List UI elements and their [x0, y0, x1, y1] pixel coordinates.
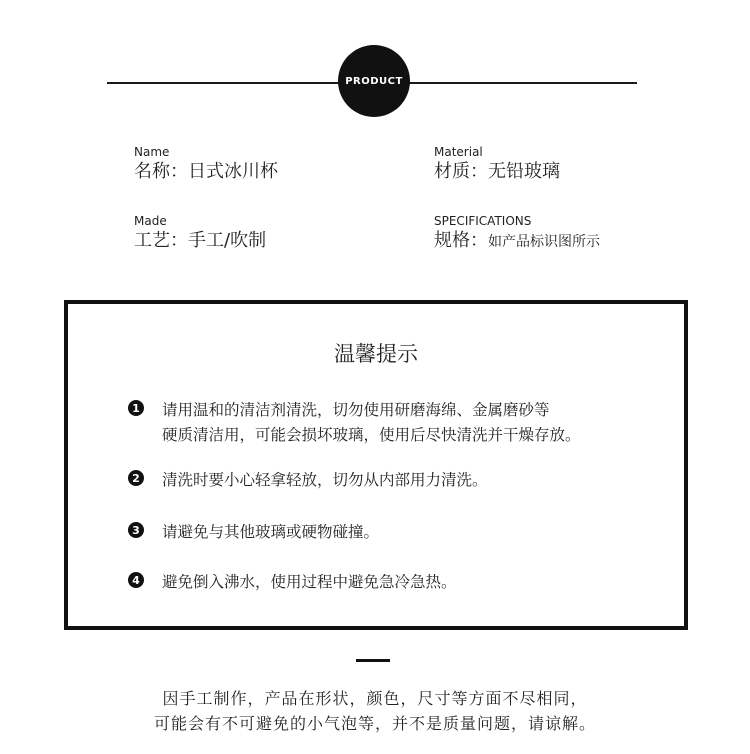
spec-made-value: 手工/吹制 — [188, 230, 267, 251]
spec-specifications-label: SPECIFICATIONS — [434, 214, 532, 228]
footer-note — [0, 686, 750, 736]
product-badge-text: PRODUCT — [345, 75, 403, 87]
tip-item — [132, 398, 664, 448]
spec-material-value: 无铅玻璃 — [488, 161, 560, 182]
spec-name-label: Name — [134, 145, 170, 159]
tip-item — [132, 468, 664, 493]
spec-specifications-value: 如产品标识图所示 — [488, 234, 600, 250]
spec-made-label: Made — [134, 214, 167, 228]
tip-text: 请用温和的清洁剂清洗，切勿使用研磨海绵、金属磨砂等 — [162, 401, 550, 419]
notice-title: 温馨提示 — [334, 342, 418, 366]
spec-material-label: Material — [434, 145, 483, 159]
footer-divider — [356, 659, 390, 662]
tip-item — [132, 520, 664, 545]
spec-made-key: 工艺： — [134, 230, 188, 251]
footer-line: 可能会有不可避免的小气泡等，并不是质量问题，请谅解。 — [153, 714, 596, 733]
spec-specifications — [434, 214, 600, 253]
tip-text: 硬质清洁用，可能会损坏玻璃，使用后尽快清洗并干燥存放。 — [162, 426, 581, 444]
number-1-icon: 1 — [128, 400, 144, 416]
number-2-icon: 2 — [128, 470, 144, 486]
notice-box — [64, 300, 688, 630]
spec-name-key: 名称： — [134, 161, 188, 182]
spec-material — [434, 145, 560, 183]
spec-name — [134, 145, 278, 183]
tip-item — [132, 570, 664, 595]
spec-specifications-key: 规格： — [434, 230, 488, 251]
spec-name-value: 日式冰川杯 — [188, 161, 278, 182]
tip-text: 请避免与其他玻璃或硬物碰撞。 — [162, 523, 380, 541]
product-badge — [338, 45, 410, 117]
number-4-icon: 4 — [128, 572, 144, 588]
tip-text: 避免倒入沸水，使用过程中避免急冷急热。 — [162, 573, 457, 591]
spec-material-key: 材质： — [434, 161, 488, 182]
footer-line: 因手工制作，产品在形状，颜色，尺寸等方面不尽相同， — [162, 689, 588, 708]
tip-text: 清洗时要小心轻拿轻放，切勿从内部用力清洗。 — [162, 471, 488, 489]
spec-made — [134, 214, 266, 252]
number-3-icon: 3 — [128, 522, 144, 538]
